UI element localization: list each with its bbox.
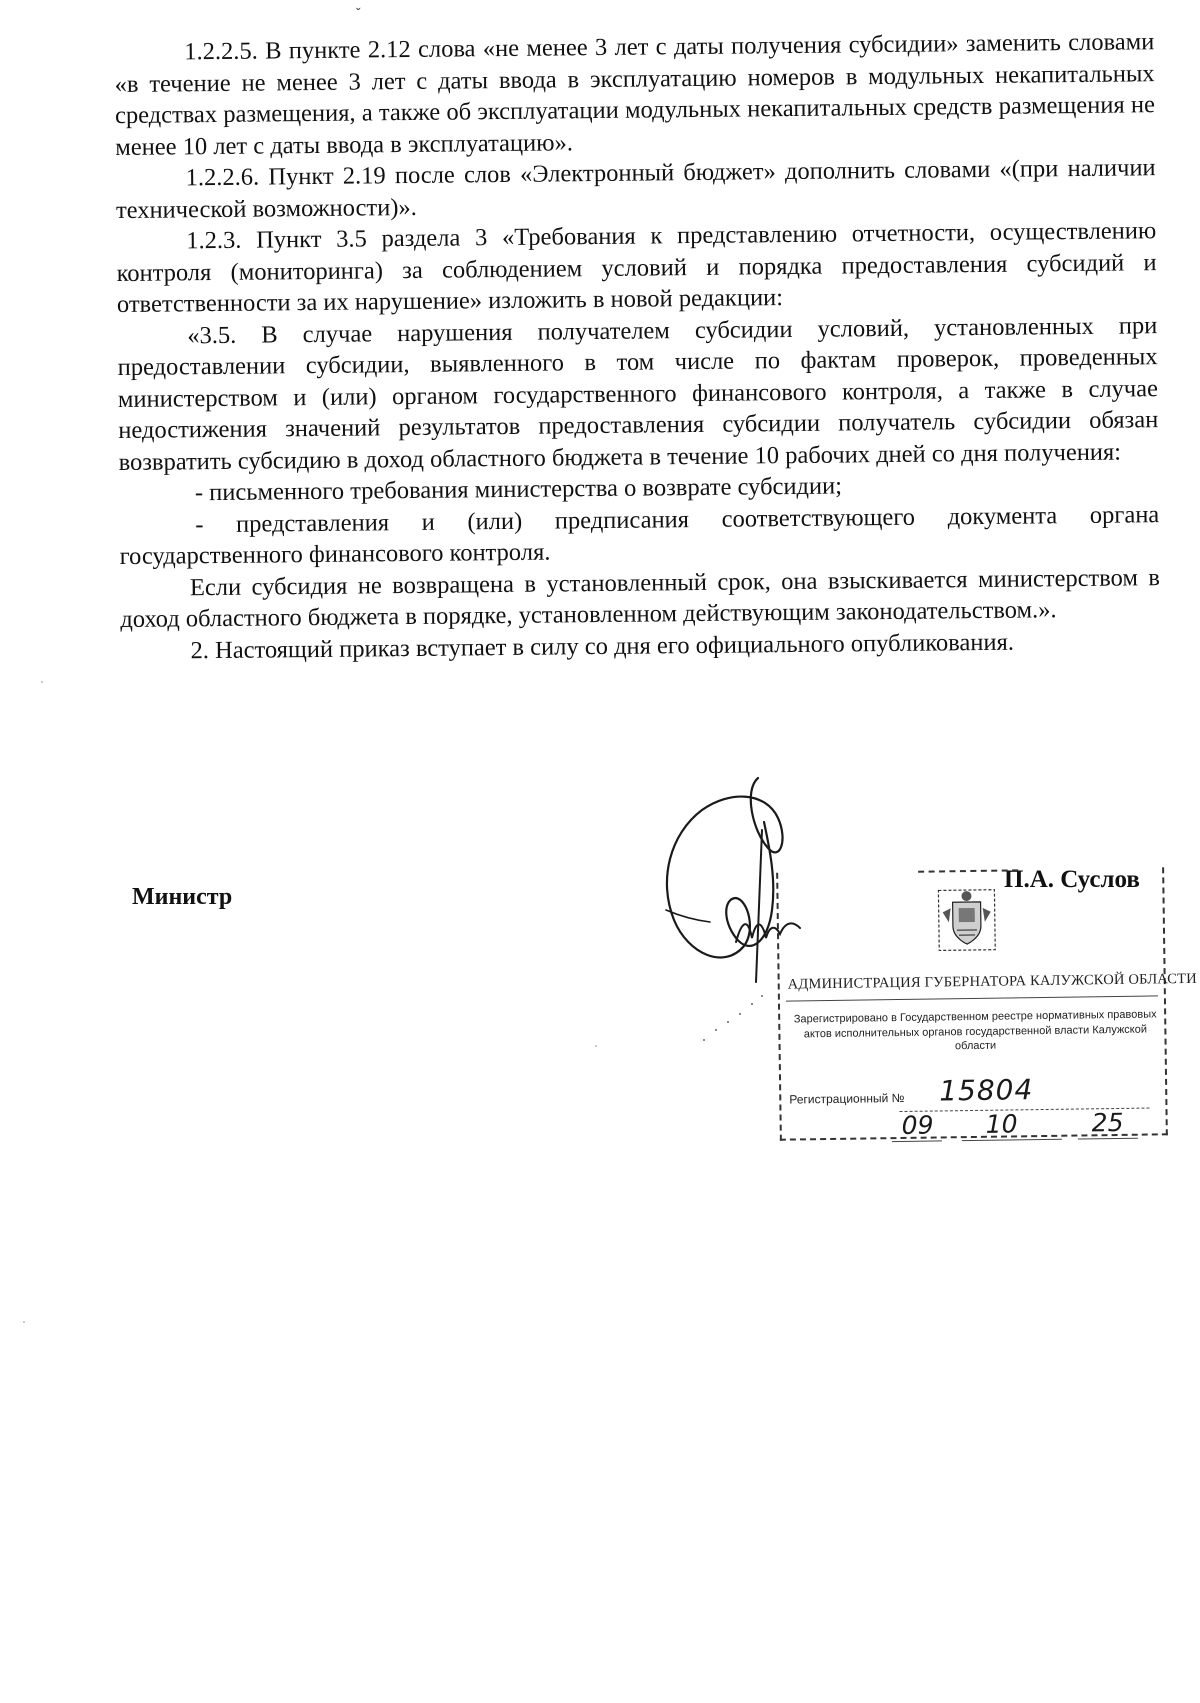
date-month-line <box>962 1139 1062 1141</box>
stamp-divider <box>786 995 1158 1001</box>
registration-stamp <box>776 867 1197 1140</box>
registration-number: 15804 <box>938 1073 1034 1108</box>
scan-mark: ˇ <box>355 6 361 22</box>
stamp-registration-text: Зарегистрировано в Государственном реестре нормативных правовых актов исполнительных органов государственной власти Калужской области <box>793 1008 1157 1053</box>
date-year-line <box>1078 1138 1138 1140</box>
paragraph-1-2-3: 1.2.3. Пункт 3.5 раздела 3 «Требования к представлению отчетности, осуществлению контроля (мониторинга) за соблюдением условий и порядка предоставления субсидий и ответственности за их нарушение» изложить в новой редакции: <box>116 217 1157 319</box>
registration-date-day: 09 <box>901 1110 934 1140</box>
stamp-top-border <box>918 869 1018 872</box>
paragraph-recovery: Если субсидия не возвращена в установленный срок, она взыскивается министерством в доход областного бюджета в порядке, установленном действующим законодательством.». <box>120 563 1161 634</box>
list-item-written-requirement: - письменного требования министерства о возврате субсидии; <box>194 472 843 507</box>
paragraph-1-2-2-6: 1.2.2.6. Пункт 2.19 после слов «Электронный бюджет» дополнить словами «(при наличии технической возможности)». <box>115 154 1156 224</box>
position-label: Министр <box>132 884 233 910</box>
list-item-control-order: - представления и (или) предписания соответствующего документа органа государственного финансового контроля. <box>119 500 1160 571</box>
date-day-line <box>892 1140 942 1142</box>
paragraph-3-5: «3.5. В случае нарушения получателем субсидии условий, установленных при предоставлении субсидии, выявленного в том числе по фактам проверок, проведенных министерством и (или) органом государственного финансового контроля, а также в случае недостижения значений результатов предоставления субсидии получатель субсидии обязан возвратить субсидию в доход областного бюджета в течение 10 рабочих дней со дня получения: <box>117 311 1159 476</box>
paragraph-effective-date: 2. Настоящий приказ вступает в силу со дня его официального опубликования. <box>190 628 1015 664</box>
registration-date-month: 10 <box>985 1109 1018 1139</box>
registration-number-label: Регистрационный № <box>789 1090 905 1107</box>
registration-date-year: 25 <box>1091 1107 1124 1138</box>
stamp-title: АДМИНИСТРАЦИЯ ГУБЕРНАТОРА КАЛУЖСКОЙ ОБЛАСТИ <box>787 970 1197 993</box>
signer-name: П.А. Суслов <box>1004 866 1140 893</box>
coat-of-arms-icon <box>928 882 1005 957</box>
paragraph-1-2-2-5: 1.2.2.5. В пункте 2.12 слова «не менее 3 лет с даты получения субсидии» заменить словами «в течение не менее 3 лет с даты ввода в эксплуатацию номеров в модульных некапитальных средствах размещения, а также об эксплуатации модульных некапитальных средств размещения не менее 10 лет с даты ввода в эксплуатацию». <box>114 28 1156 161</box>
registration-date-row <box>882 1109 1162 1143</box>
